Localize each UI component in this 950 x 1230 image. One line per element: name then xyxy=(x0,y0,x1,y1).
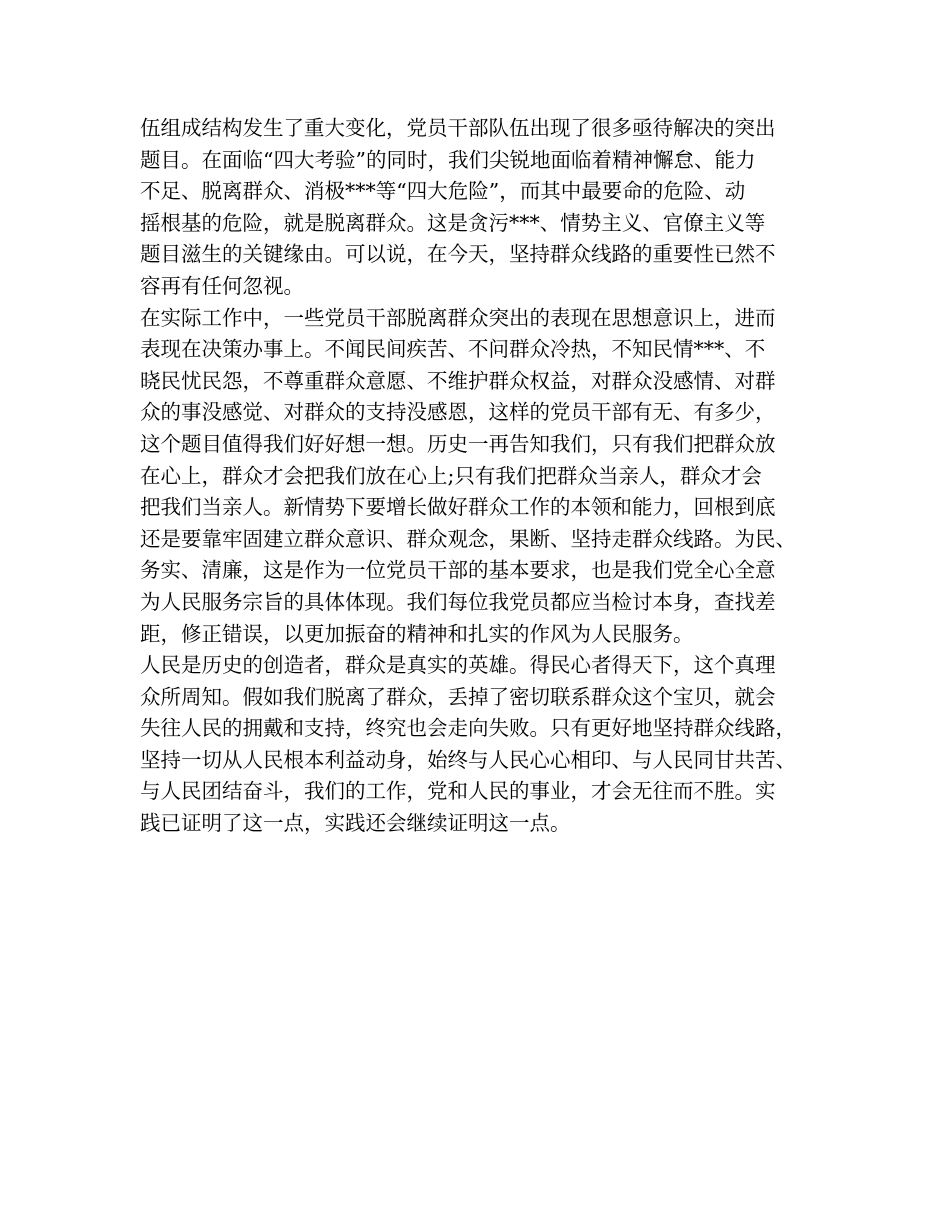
text-line: 容再有任何忽视。 xyxy=(140,273,304,298)
text-line: 坚持一切从人民根本利益动身，始终与人民心心相印、与人民同甘共苦、 xyxy=(140,747,796,772)
text-line: 伍组成结构发生了重大变化，党员干部队伍出现了很多亟待解决的突出 xyxy=(140,116,776,140)
text-line: 这个题目值得我们好好想一想。历史一再告知我们，只有我们把群众放 xyxy=(140,431,776,456)
text-line: 题目滋生的关键缘由。可以说，在今天，坚持群众线路的重要性已然不 xyxy=(140,242,776,267)
text-line: 失往人民的拥戴和支持，终究也会走向失败。只有更好地坚持群众线路， xyxy=(140,716,796,741)
body-text xyxy=(140,113,820,840)
text-line: 在实际工作中，一些党员干部脱离群众突出的表现在思想意识上，进而 xyxy=(140,305,776,330)
text-line: 表现在决策办事上。不闻民间疾苦、不问群众冷热，不知民情***、不 xyxy=(140,337,766,362)
text-line: 众的事没感觉、对群众的支持没感恩，这样的党员干部有无、有多少， xyxy=(140,400,776,425)
text-line: 与人民团结奋斗，我们的工作，党和人民的事业，才会无往而不胜。实 xyxy=(140,779,776,804)
text-line: 务实、清廉，这是作为一位党员干部的基本要求，也是我们党全心全意 xyxy=(140,558,776,583)
text-line: 还是要靠牢固建立群众意识、群众观念，果断、坚持走群众线路。为民、 xyxy=(140,526,796,551)
text-line: 众所周知。假如我们脱离了群众，丢掉了密切联系群众这个宝贝，就会 xyxy=(140,684,776,709)
text-line: 人民是历史的创造者，群众是真实的英雄。得民心者得天下，这个真理 xyxy=(140,653,776,678)
text-line: 摇根基的危险，就是脱离群众。这是贪污***、情势主义、官僚主义等 xyxy=(140,210,766,235)
text-line: 距，修正错误，以更加振奋的精神和扎实的作风为人民服务。 xyxy=(140,621,694,646)
text-line: 题目。在面临“四大考验”的同时，我们尖锐地面临着精神懈怠、能力 xyxy=(140,147,756,172)
text-line: 不足、脱离群众、消极***等“四大危险”，而其中最要命的危险、动 xyxy=(140,179,746,204)
text-line: 在心上，群众才会把我们放在心上;只有我们把群众当亲人，群众才会 xyxy=(140,463,762,488)
text-line: 晓民忧民怨，不尊重群众意愿、不维护群众权益，对群众没感情、对群 xyxy=(140,368,776,393)
text-line: 为人民服务宗旨的具体体现。我们每位我党员都应当检讨本身，查找差 xyxy=(140,589,776,614)
text-line: 践已证明了这一点，实践还会继续证明这一点。 xyxy=(140,811,571,836)
text-line: 把我们当亲人。新情势下要增长做好群众工作的本领和能力，回根到底 xyxy=(140,495,776,520)
